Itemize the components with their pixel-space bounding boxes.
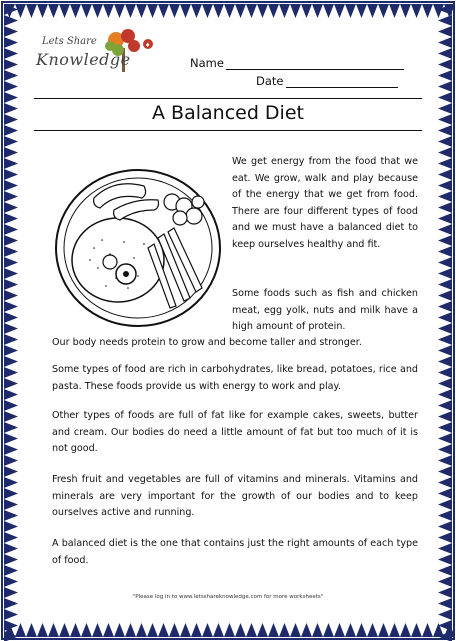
border-tooth xyxy=(389,4,400,18)
border-tooth xyxy=(438,367,452,378)
border-tooth xyxy=(438,378,452,389)
border-tooth xyxy=(26,623,37,637)
border-tooth xyxy=(438,433,452,444)
border-tooth xyxy=(202,623,213,637)
border-tooth xyxy=(136,623,147,637)
border-tooth xyxy=(4,191,18,202)
border-tooth xyxy=(438,279,452,290)
border-tooth xyxy=(438,48,452,59)
border-tooth xyxy=(438,598,452,609)
food-plate-icon xyxy=(54,168,224,328)
border-tooth xyxy=(279,623,290,637)
border-tooth xyxy=(246,4,257,18)
border-tooth xyxy=(4,279,18,290)
border-tooth xyxy=(4,609,18,620)
border-tooth xyxy=(323,623,334,637)
border-tooth xyxy=(4,48,18,59)
border-tooth xyxy=(438,290,452,301)
border-tooth xyxy=(438,180,452,191)
border-tooth xyxy=(438,213,452,224)
border-tooth xyxy=(438,389,452,400)
border-tooth xyxy=(4,345,18,356)
worksheet xyxy=(22,22,434,620)
paragraph-7: A balanced diet is the one that contains just the right amounts of each type of food. xyxy=(52,538,418,566)
border-tooth xyxy=(438,235,452,246)
border-tooth xyxy=(438,510,452,521)
border-tooth xyxy=(438,576,452,587)
date-line[interactable] xyxy=(286,75,398,88)
border-tooth xyxy=(378,623,389,637)
border-tooth xyxy=(180,4,191,18)
border-tooth xyxy=(4,114,18,125)
border-tooth xyxy=(4,15,18,26)
border-tooth xyxy=(4,202,18,213)
border-tooth xyxy=(438,169,452,180)
border-tooth xyxy=(438,455,452,466)
border-tooth xyxy=(4,301,18,312)
border-tooth xyxy=(4,81,18,92)
border-tooth xyxy=(438,257,452,268)
border-tooth xyxy=(4,268,18,279)
border-tooth xyxy=(334,4,345,18)
border-tooth xyxy=(438,191,452,202)
border-tooth xyxy=(438,345,452,356)
border-tooth xyxy=(411,4,422,18)
border-tooth xyxy=(92,4,103,18)
border-tooth xyxy=(136,4,147,18)
border-tooth xyxy=(147,4,158,18)
border-tooth xyxy=(4,290,18,301)
date-label: Date xyxy=(256,74,284,88)
border-tooth xyxy=(213,4,224,18)
border-tooth xyxy=(438,609,452,620)
border-tooth xyxy=(438,37,452,48)
border-tooth xyxy=(367,623,378,637)
border-tooth xyxy=(4,26,18,37)
border-tooth xyxy=(301,4,312,18)
border-tooth xyxy=(4,312,18,323)
border-tooth xyxy=(4,477,18,488)
border-tooth xyxy=(180,623,191,637)
border-tooth xyxy=(4,422,18,433)
border-tooth xyxy=(224,4,235,18)
border-tooth xyxy=(4,367,18,378)
border-tooth xyxy=(103,623,114,637)
border-tooth xyxy=(4,70,18,81)
border-tooth xyxy=(15,4,26,18)
border-tooth xyxy=(70,4,81,18)
title-rule-top xyxy=(34,98,422,99)
border-tooth xyxy=(4,334,18,345)
border-tooth xyxy=(4,356,18,367)
border-tooth xyxy=(4,125,18,136)
border-tooth xyxy=(191,4,202,18)
border-tooth xyxy=(4,598,18,609)
border-tooth xyxy=(378,4,389,18)
border-tooth xyxy=(438,565,452,576)
border-tooth xyxy=(4,37,18,48)
border-tooth xyxy=(279,4,290,18)
border-tooth xyxy=(438,488,452,499)
border-tooth xyxy=(438,334,452,345)
logo-text-top: Lets Share xyxy=(42,36,97,47)
border-tooth xyxy=(389,623,400,637)
border-tooth xyxy=(323,4,334,18)
border-tooth xyxy=(438,81,452,92)
border-tooth xyxy=(290,623,301,637)
paragraph-4: Some types of food are rich in carbohydrates, like bread, potatoes, rice and pasta. These foods provide us with energy to work and play. xyxy=(52,364,418,392)
border-tooth xyxy=(438,158,452,169)
border-tooth xyxy=(438,70,452,81)
border-tooth xyxy=(438,477,452,488)
border-tooth xyxy=(4,169,18,180)
border-tooth xyxy=(4,554,18,565)
border-tooth xyxy=(438,59,452,70)
border-tooth xyxy=(37,4,48,18)
border-tooth xyxy=(4,455,18,466)
name-label: Name xyxy=(190,56,224,70)
border-tooth xyxy=(4,389,18,400)
border-tooth xyxy=(438,136,452,147)
border-tooth xyxy=(438,411,452,422)
border-tooth xyxy=(438,422,452,433)
border-tooth xyxy=(4,136,18,147)
border-tooth xyxy=(4,444,18,455)
border-tooth xyxy=(400,623,411,637)
border-tooth xyxy=(438,202,452,213)
border-tooth xyxy=(48,4,59,18)
border-tooth xyxy=(438,444,452,455)
border-tooth xyxy=(4,59,18,70)
border-tooth xyxy=(158,4,169,18)
border-tooth xyxy=(438,15,452,26)
border-tooth xyxy=(4,411,18,422)
border-tooth xyxy=(4,224,18,235)
border-tooth xyxy=(4,499,18,510)
border-tooth xyxy=(70,623,81,637)
border-tooth xyxy=(257,623,268,637)
paragraph-2: Some foods such as fish and chicken meat, egg yolk, nuts and milk have a high amount of protein. xyxy=(232,288,418,332)
border-tooth xyxy=(438,92,452,103)
border-tooth xyxy=(356,623,367,637)
border-tooth xyxy=(4,147,18,158)
date-field[interactable] xyxy=(256,74,398,88)
border-tooth xyxy=(4,466,18,477)
border-tooth xyxy=(268,4,279,18)
border-tooth xyxy=(103,4,114,18)
border-tooth xyxy=(4,532,18,543)
border-tooth xyxy=(345,4,356,18)
border-tooth xyxy=(147,623,158,637)
border-tooth xyxy=(4,433,18,444)
border-tooth xyxy=(59,4,70,18)
border-tooth xyxy=(4,378,18,389)
border-tooth xyxy=(438,246,452,257)
border-tooth xyxy=(438,26,452,37)
border-tooth xyxy=(191,623,202,637)
name-field[interactable] xyxy=(190,56,404,70)
border-tooth xyxy=(400,4,411,18)
border-tooth xyxy=(356,4,367,18)
border-tooth xyxy=(438,532,452,543)
border-tooth xyxy=(268,623,279,637)
border-tooth xyxy=(169,4,180,18)
border-tooth xyxy=(438,301,452,312)
border-tooth xyxy=(114,4,125,18)
border-tooth xyxy=(438,125,452,136)
border-tooth xyxy=(257,4,268,18)
border-tooth xyxy=(4,235,18,246)
border-tooth xyxy=(26,4,37,18)
border-tooth xyxy=(4,246,18,257)
border-tooth xyxy=(4,587,18,598)
border-tooth xyxy=(438,587,452,598)
border-tooth xyxy=(81,4,92,18)
site-logo xyxy=(30,26,170,78)
border-tooth xyxy=(422,4,433,18)
page-title: A Balanced Diet xyxy=(152,102,304,124)
border-tooth xyxy=(367,4,378,18)
border-tooth xyxy=(438,400,452,411)
border-tooth xyxy=(301,623,312,637)
border-tooth xyxy=(4,323,18,334)
border-tooth xyxy=(169,623,180,637)
paragraph-6: Fresh fruit and vegetables are full of vitamins and minerals. Vitamins and minerals are very important for the growth of our bodies and to keep ourselves active and running. xyxy=(52,474,418,518)
title-rule-bottom xyxy=(34,130,422,131)
border-tooth xyxy=(114,623,125,637)
border-tooth xyxy=(438,521,452,532)
border-tooth xyxy=(345,623,356,637)
border-tooth xyxy=(438,312,452,323)
border-tooth xyxy=(246,623,257,637)
border-tooth xyxy=(235,4,246,18)
svg-text:♦: ♦ xyxy=(145,42,151,49)
border-tooth xyxy=(4,92,18,103)
border-tooth xyxy=(4,543,18,554)
border-tooth xyxy=(438,466,452,477)
border-tooth xyxy=(438,268,452,279)
border-tooth xyxy=(125,4,136,18)
border-tooth xyxy=(334,623,345,637)
border-tooth xyxy=(59,623,70,637)
border-tooth xyxy=(4,400,18,411)
border-tooth xyxy=(438,103,452,114)
border-tooth xyxy=(125,623,136,637)
logo-text-bottom: Knowledge xyxy=(36,50,131,69)
paragraph-5: Other types of foods are full of fat like for example cakes, sweets, butter and cream. Our bodies do need a little amount of fat but too much of it is not good. xyxy=(52,410,418,454)
border-tooth xyxy=(235,623,246,637)
border-tooth xyxy=(438,147,452,158)
border-tooth xyxy=(92,623,103,637)
name-line[interactable] xyxy=(226,57,404,70)
border-tooth xyxy=(4,180,18,191)
border-tooth xyxy=(290,4,301,18)
border-tooth xyxy=(438,224,452,235)
border-tooth xyxy=(438,499,452,510)
border-tooth xyxy=(213,623,224,637)
border-tooth xyxy=(438,114,452,125)
border-tooth xyxy=(48,623,59,637)
border-tooth xyxy=(81,623,92,637)
border-tooth xyxy=(202,4,213,18)
footer-note: "Please log in to www.letsshareknowledge.com for more worksheets" xyxy=(132,594,324,600)
border-tooth xyxy=(411,623,422,637)
paragraph-3: Our body needs protein to grow and become taller and stronger. xyxy=(52,337,362,348)
border-tooth xyxy=(438,543,452,554)
border-tooth xyxy=(4,510,18,521)
border-tooth xyxy=(438,356,452,367)
border-tooth xyxy=(438,323,452,334)
paragraph-1: We get energy from the food that we eat. We grow, walk and play because of the energy that we get from food. There are four different types of food and we must have a balanced diet to keep ourselves healthy and fit. xyxy=(232,156,418,250)
border-tooth xyxy=(422,623,433,637)
border-tooth xyxy=(438,554,452,565)
border-tooth xyxy=(4,213,18,224)
border-tooth xyxy=(37,623,48,637)
border-tooth xyxy=(4,257,18,268)
border-tooth xyxy=(4,158,18,169)
border-tooth xyxy=(224,623,235,637)
border-tooth xyxy=(312,623,323,637)
border-tooth xyxy=(4,565,18,576)
border-tooth xyxy=(312,4,323,18)
border-tooth xyxy=(4,488,18,499)
border-tooth xyxy=(4,576,18,587)
border-tooth xyxy=(158,623,169,637)
border-tooth xyxy=(4,521,18,532)
border-tooth xyxy=(4,103,18,114)
